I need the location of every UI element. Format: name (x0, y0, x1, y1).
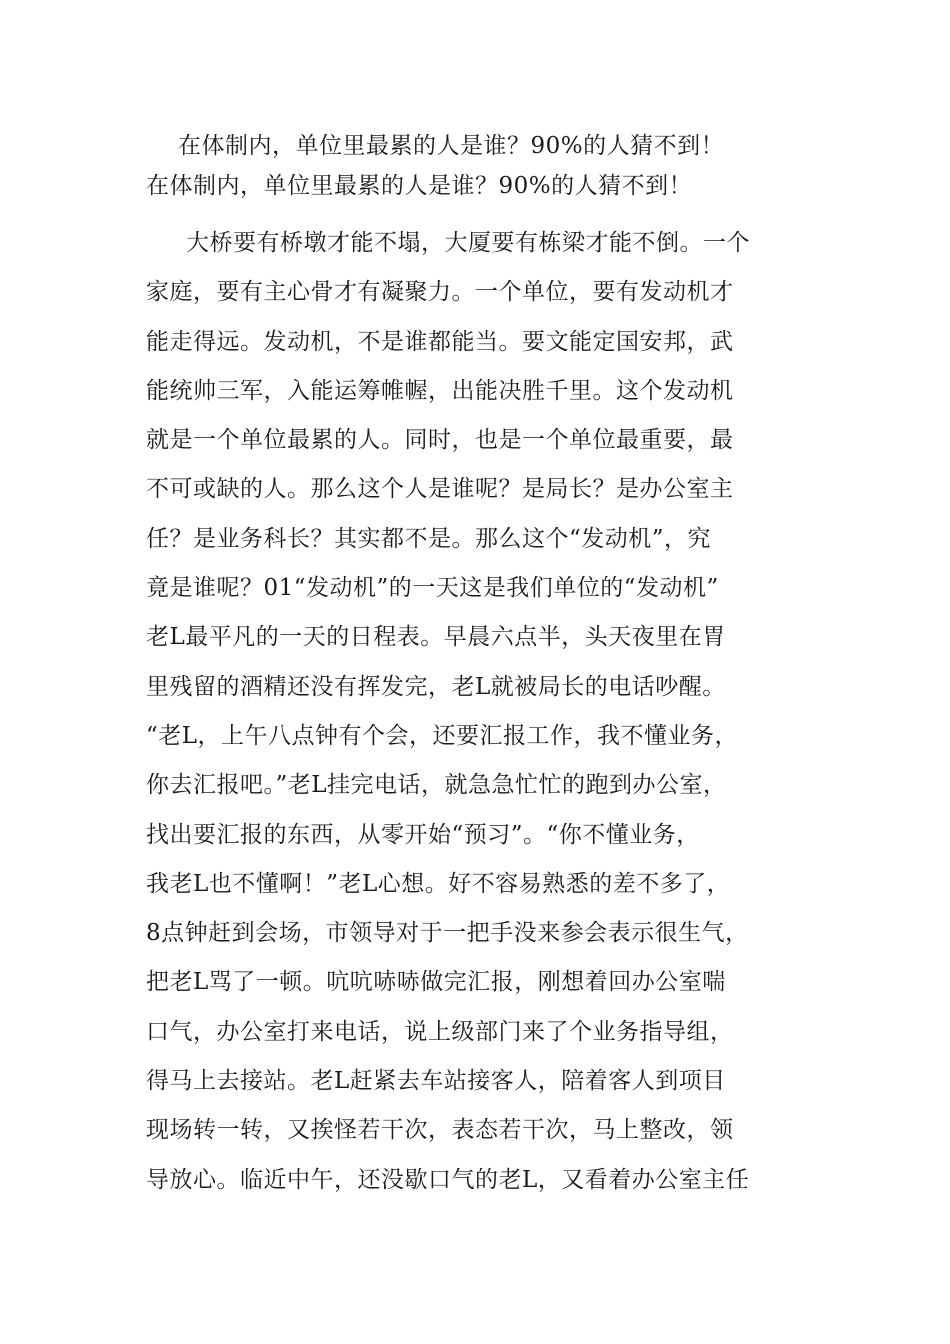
paragraph-line: 我老L也不懂啊！”老L心想。好不容易熟悉的差不多了， (146, 870, 731, 897)
paragraph-line: 找出要汇报的东西，从零开始“预习”。“你不懂业务， (146, 821, 700, 848)
paragraph-line: 得马上去接站。老L赶紧去车站接客人，陪着客人到项目 (146, 1068, 726, 1095)
paragraph-line: 口气，办公室打来电话，说上级部门来了个业务指导组， (146, 1018, 734, 1045)
paragraph-line: 家庭，要有主心骨才有凝聚力。一个单位，要有发动机才 (146, 279, 734, 306)
paragraph-line: 8点钟赶到会场，市领导对于一把手没来参会表示很生气， (146, 920, 749, 947)
paragraph (146, 219, 836, 1205)
paragraph-line: 你去汇报吧。”老L挂完电话，就急急忙忙的跑到办公室， (146, 772, 727, 799)
paragraph-line: 不可或缺的人。那么这个人是谁呢？是局长？是办公室主 (146, 476, 734, 503)
paragraph-line: 竟是谁呢？01“发动机”的一天这是我们单位的“发动机” (146, 575, 719, 602)
paragraph-line: 现场转一转，又挨怪若干次，表态若干次，马上整改，领 (146, 1117, 734, 1144)
document-body (146, 126, 836, 1205)
paragraph-line: “老L，上午八点钟有个会，还要汇报工作，我不懂业务， (146, 722, 739, 749)
paragraph-line: 大桥要有桥墩才能不塌，大厦要有栋梁才能不倒。一个 (186, 230, 750, 256)
paragraph-line: 导放心。临近中午，还没歇口气的老L，又看着办公室主任 (146, 1166, 750, 1193)
paragraph-line: 能走得远。发动机，不是谁都能当。要文能定国安邦，武 (146, 328, 734, 355)
document-title-repeat: 在体制内，单位里最累的人是谁？90%的人猜不到！ (146, 173, 693, 199)
paragraph-line: 把老L骂了一顿。吭吭哧哧做完汇报，刚想着回办公室喘 (146, 969, 726, 996)
paragraph-line: 任？是业务科长？其实都不是。那么这个“发动机”，究 (146, 525, 712, 552)
paragraph-line: 老L最平凡的一天的日程表。早晨六点半，头天夜里在胃 (146, 624, 726, 651)
document-title: 在体制内，单位里最累的人是谁？90%的人猜不到！ (178, 133, 725, 159)
paragraph-line: 里残留的酒精还没有挥发完，老L就被局长的电话吵醒。 (146, 673, 726, 700)
paragraph-line: 能统帅三军，入能运筹帷幄，出能决胜千里。这个发动机 (146, 377, 734, 404)
paragraph-line: 就是一个单位最累的人。同时，也是一个单位最重要，最 (146, 427, 734, 454)
